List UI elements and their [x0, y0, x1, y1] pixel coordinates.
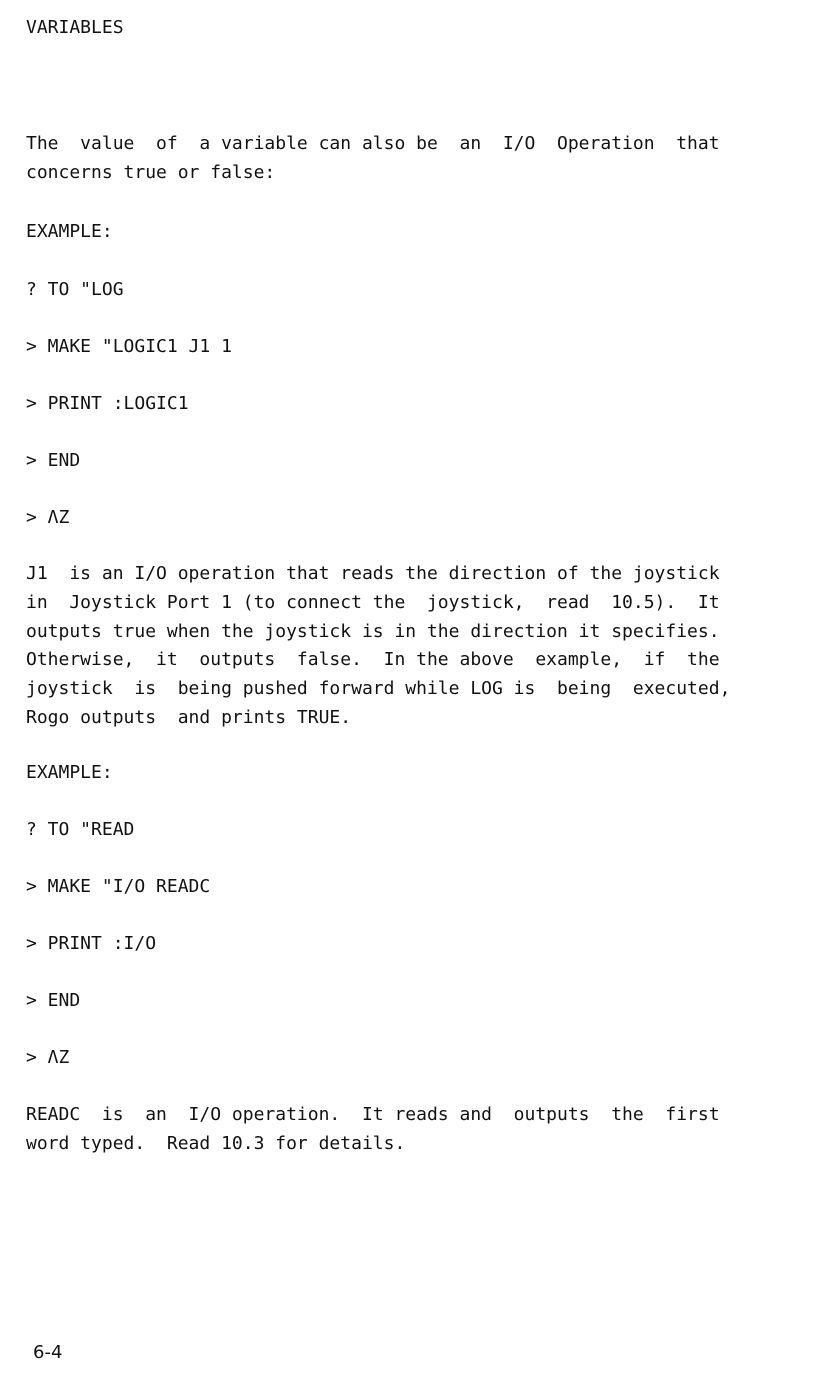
intro-line: The value of a variable can also be an I/O Operation that: [26, 133, 720, 154]
code-line: > ΛZ: [26, 1047, 70, 1068]
code-line: > PRINT :LOGIC1: [26, 393, 189, 414]
explanation-line: outputs true when the joystick is in the direction it specifies.: [26, 620, 720, 642]
intro-line: concerns true or false:: [26, 161, 276, 183]
page-number: 6-4: [33, 1342, 63, 1363]
explanation-line: Rogo outputs and prints TRUE.: [26, 706, 352, 728]
code-line: > END: [26, 450, 81, 471]
code-line: ? TO "LOG: [26, 279, 124, 300]
code-line: > MAKE "LOGIC1 J1 1: [26, 336, 232, 357]
section-title: VARIABLES: [26, 17, 124, 38]
explanation-line: Otherwise, it outputs false. In the above example, if the: [26, 649, 720, 671]
code-line: > PRINT :I/O: [26, 933, 157, 954]
code-line: > ΛZ: [26, 507, 70, 528]
code-line: ? TO "READ: [26, 819, 135, 840]
example-label: EXAMPLE:: [26, 221, 113, 242]
explanation-line: word typed. Read 10.3 for details.: [26, 1132, 406, 1154]
explanation-line: joystick is being pushed forward while LOG is being executed,: [26, 678, 731, 700]
explanation-paragraph: [26, 560, 766, 733]
explanation-line: J1 is an I/O operation that reads the direction of the joystick: [26, 563, 720, 584]
explanation-line: READC is an I/O operation. It reads and outputs the first: [26, 1104, 720, 1125]
code-line: > MAKE "I/O READC: [26, 876, 211, 897]
intro-paragraph: [26, 130, 766, 188]
example-label: EXAMPLE:: [26, 762, 113, 783]
explanation-line: in Joystick Port 1 (to connect the joystick, read 10.5). It: [26, 591, 720, 613]
code-line: > END: [26, 990, 81, 1011]
explanation-paragraph: [26, 1101, 766, 1159]
